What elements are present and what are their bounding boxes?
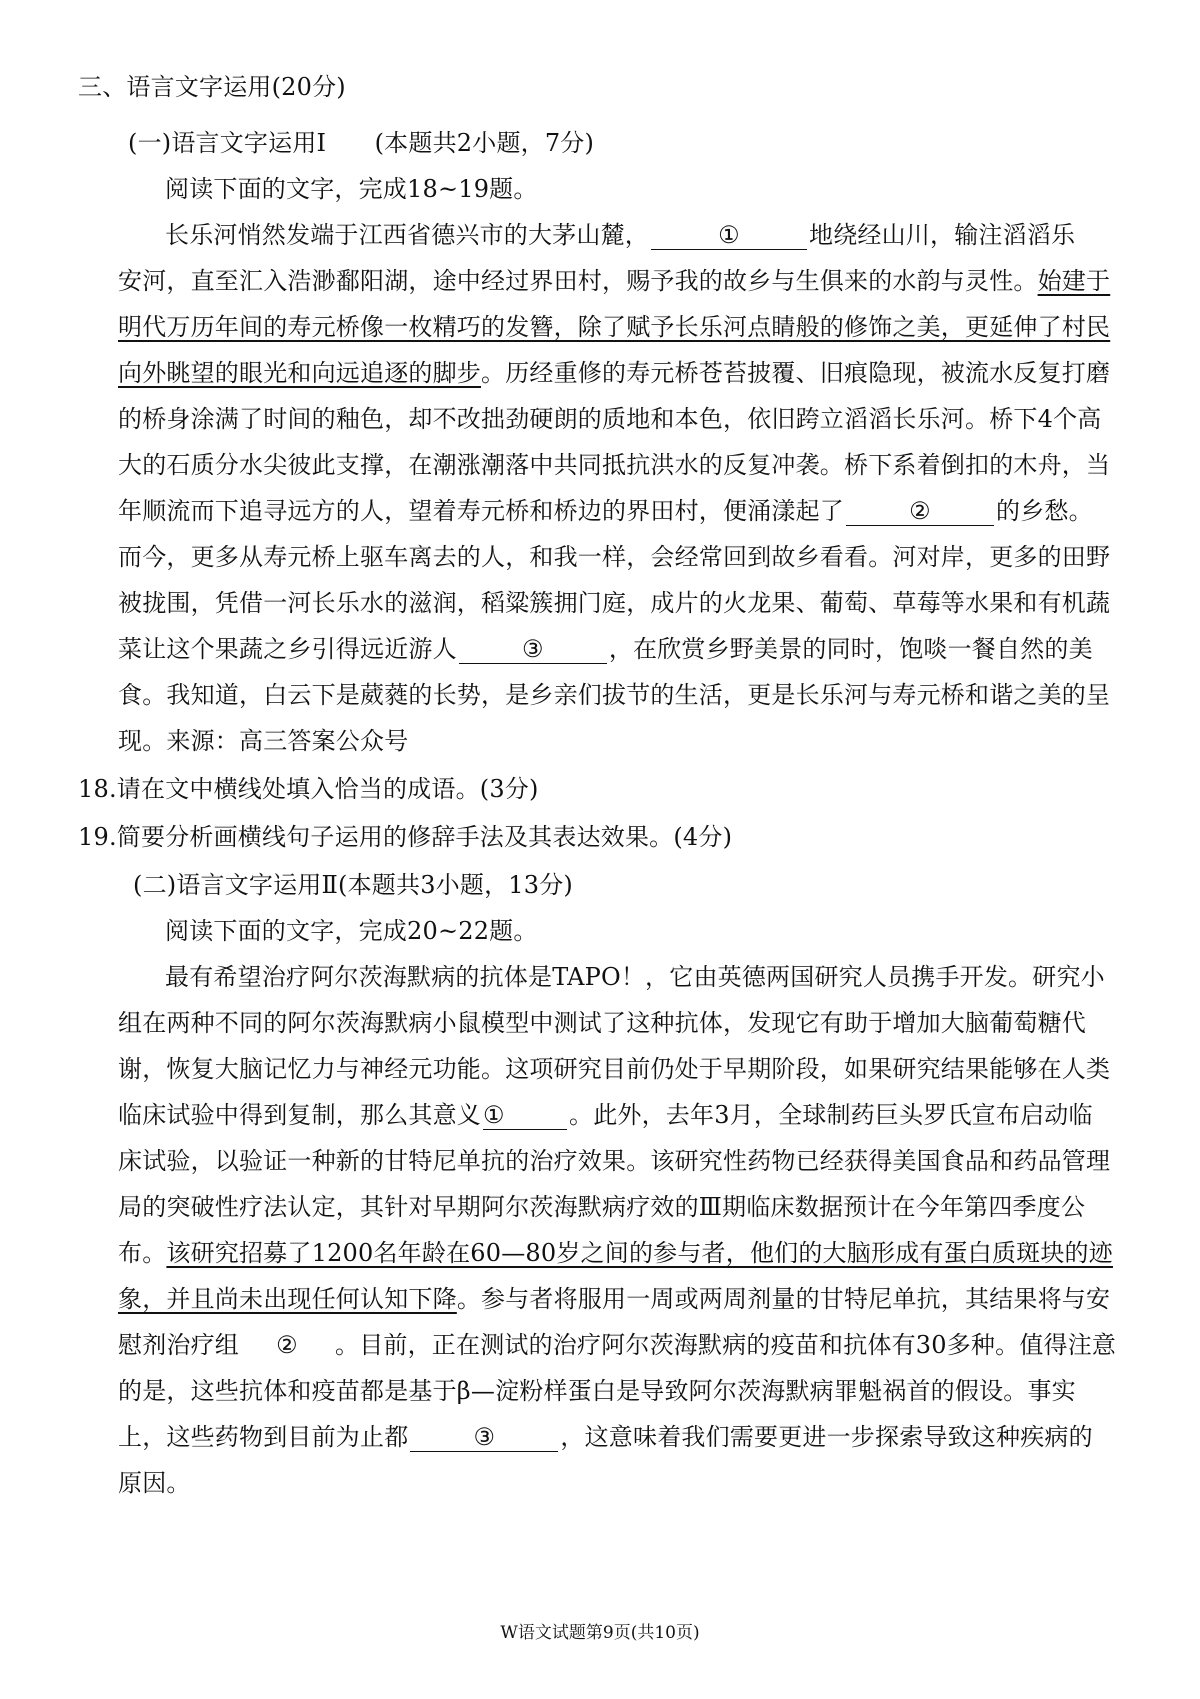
passage-text: 。目前，正在测试的治疗阿尔茨海默病的疫苗和抗体有30多种。值得注意 xyxy=(335,1331,1117,1359)
passage1-line: 大的石质分水尖彼此支撑，在潮涨潮落中共同抵抗洪水的反复冲袭。桥下系着倒扣的木舟，当 xyxy=(118,451,1111,479)
passage1-line xyxy=(118,264,1110,298)
part2-instruction: 阅读下面的文字，完成20~22题。 xyxy=(165,917,538,945)
question-18: 18.请在文中横线处填入恰当的成语。(3分) xyxy=(78,775,539,803)
passage2-line: 床试验，以验证一种新的甘特尼单抗的治疗效果。该研究性药物已经获得美国食品和药品管理 xyxy=(118,1147,1111,1175)
passage-text: 。参与者将服用一周或两周剂量的甘特尼单抗，其结果将与安 xyxy=(456,1285,1111,1313)
underlined-sentence: 始建于 xyxy=(1037,267,1111,295)
passage1-line: 的桥身涂满了时间的釉色，却不改拙劲硬朗的质地和本色，依旧跨立滔滔长乐河。桥下4个高 xyxy=(118,405,1102,433)
passage-text: 地绕经山川，输注滔滔乐 xyxy=(809,221,1076,249)
passage2-line: 局的突破性疗法认定，其针对早期阿尔茨海默病疗效的Ⅲ期临床数据预计在今年第四季度公 xyxy=(118,1193,1086,1221)
passage-text: ，在欣赏乡野美景的同时，饱啖一餐自然的美 xyxy=(608,635,1093,663)
passage-text: 菜让这个果蔬之乡引得远近游人 xyxy=(118,635,457,663)
part2-heading: (二)语言文字运用Ⅱ(本题共3小题，13分) xyxy=(133,871,573,899)
passage-text: 。此外，去年3月，全球制药巨头罗氏宣布启动临 xyxy=(569,1101,1093,1129)
passage1-line xyxy=(118,494,1093,528)
passage1-line: 被拢围，凭借一河长乐水的滋润，稻粱簇拥门庭，成片的火龙果、葡萄、草莓等水果和有机蔬 xyxy=(118,589,1111,617)
passage2-line: 谢，恢复大脑记忆力与神经元功能。这项研究目前仍处于早期阶段，如果研究结果能够在人类 xyxy=(118,1055,1111,1083)
passage1-line xyxy=(165,218,1075,252)
passage1-line: 食。我知道，白云下是葳蕤的长势，是乡亲们拔节的生活，更是长乐河与寿元桥和谐之美的呈 xyxy=(118,681,1111,709)
page-footer: W语文试题第9页(共10页) xyxy=(500,1623,700,1643)
question-19: 19.简要分析画横线句子运用的修辞手法及其表达效果。(4分) xyxy=(78,823,733,851)
passage-text: 长乐河悄然发端于江西省德兴市的大茅山麓， xyxy=(165,221,649,249)
part1-heading: (一)语言文字运用Ⅰ (本题共2小题，7分) xyxy=(128,129,595,157)
passage2-line: 组在两种不同的阿尔茨海默病小鼠模型中测试了这种抗体，发现它有助于增加大脑葡萄糖代 xyxy=(118,1009,1086,1037)
passage-text: 临床试验中得到复制，那么其意义 xyxy=(118,1101,481,1129)
passage2-line: 的是，这些抗体和疫苗都是基于β—淀粉样蛋白是导致阿尔茨海默病罪魁祸首的假设。事实 xyxy=(118,1377,1076,1405)
fill-blank: ① xyxy=(651,221,807,250)
fill-blank: ③ xyxy=(459,635,607,664)
underlined-sentence: 向外眺望的眼光和向远追逐的脚步 xyxy=(118,359,481,387)
underlined-sentence: 明代万历年间的寿元桥像一枚精巧的发簪，除了赋予长乐河点睛般的修饰之美，更延伸了村民 xyxy=(118,313,1111,341)
fill-blank: ③ xyxy=(410,1423,558,1452)
passage2-line xyxy=(118,1236,1113,1270)
passage2-line xyxy=(118,1282,1110,1316)
passage-text: ，这意味着我们需要更进一步探索导致这种疾病的 xyxy=(560,1423,1093,1451)
passage2-line xyxy=(118,1420,1093,1454)
passage-text: 慰剂治疗组 xyxy=(118,1331,239,1359)
passage-text: 上，这些药物到目前为止都 xyxy=(118,1423,409,1451)
passage1-line xyxy=(118,310,1110,344)
passage-text: 安河，直至汇入浩渺鄱阳湖，途中经过界田村，赐予我的故乡与生俱来的水韵与灵性。 xyxy=(118,267,1038,295)
passage-text: 年顺流而下追寻远方的人，望着寿元桥和桥边的界田村，便涌漾起了 xyxy=(118,497,844,525)
fill-blank: ① xyxy=(483,1101,567,1130)
underlined-sentence: 象，并且尚未出现任何认知下降 xyxy=(118,1285,457,1313)
passage1-line: 现。来源：高三答案公众号 xyxy=(118,727,409,755)
passage-text: 的乡愁。 xyxy=(996,497,1093,525)
passage2-line xyxy=(118,1328,1116,1362)
passage-text: 布。 xyxy=(118,1239,167,1267)
fill-blank: ② xyxy=(846,497,994,526)
underlined-sentence: 该研究招募了1200名年龄在60—80岁之间的参与者，他们的大脑形成有蛋白质斑块的迹 xyxy=(166,1239,1113,1267)
passage1-line xyxy=(118,356,1110,390)
passage2-line: 最有希望治疗阿尔茨海默病的抗体是TAPO！，它由英德两国研究人员携手开发。研究小 xyxy=(165,963,1105,991)
part1-instruction: 阅读下面的文字，完成18~19题。 xyxy=(165,175,538,203)
passage2-line xyxy=(118,1098,1093,1132)
section-heading: 三、语言文字运用(20分) xyxy=(78,73,346,101)
passage1-line xyxy=(118,632,1093,666)
passage2-line: 原因。 xyxy=(118,1469,191,1497)
passage1-line: 而今，更多从寿元桥上驱车离去的人，和我一样，会经常回到故乡看看。河对岸，更多的田野 xyxy=(118,543,1111,571)
fill-blank: ② xyxy=(276,1331,298,1359)
passage-text: 。历经重修的寿元桥苍苔披覆、旧痕隐现，被流水反复打磨 xyxy=(481,359,1111,387)
